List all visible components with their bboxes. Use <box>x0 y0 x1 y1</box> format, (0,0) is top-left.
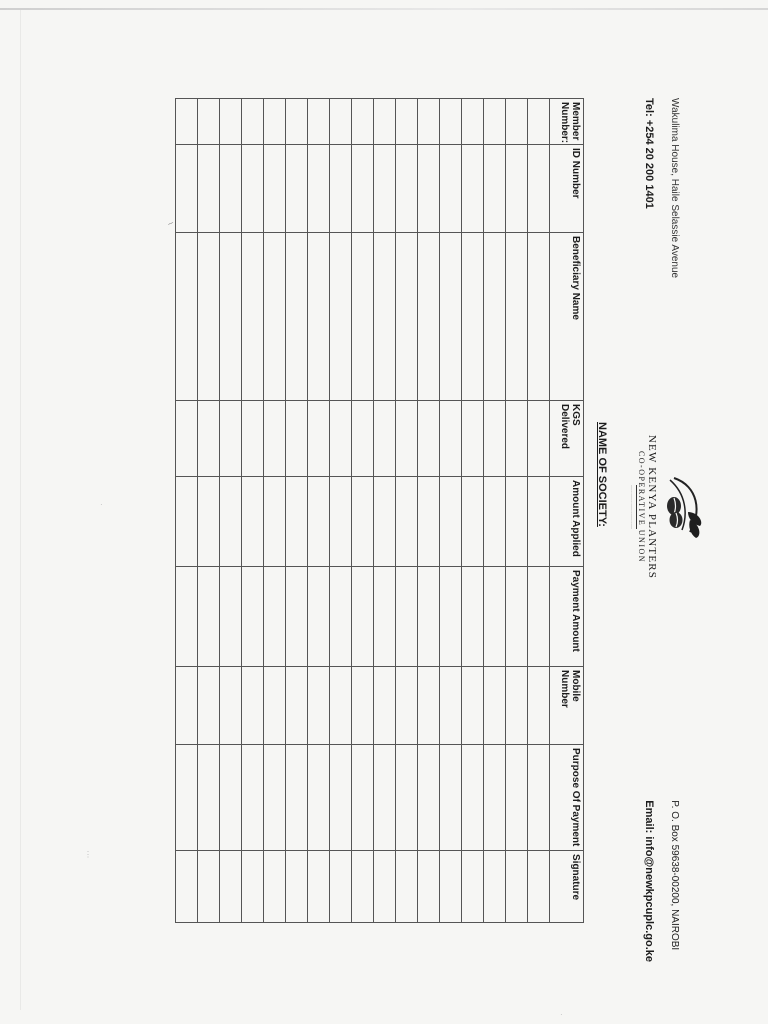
table-cell[interactable] <box>440 567 462 667</box>
table-cell[interactable] <box>528 99 550 145</box>
header-contact-left <box>638 98 684 278</box>
table-cell[interactable] <box>352 745 374 851</box>
table-cell[interactable] <box>198 401 220 477</box>
table-cell[interactable] <box>396 401 418 477</box>
table-cell[interactable] <box>484 667 506 745</box>
table-cell[interactable] <box>418 851 440 923</box>
address-text: Wakulima House, Haile Selassie Avenue <box>669 98 680 279</box>
table-cell[interactable] <box>242 99 264 145</box>
table-cell[interactable] <box>286 477 308 567</box>
table-cell[interactable] <box>242 567 264 667</box>
table-cell[interactable] <box>176 745 198 851</box>
table-cell[interactable] <box>374 567 396 667</box>
table-cell[interactable] <box>308 401 330 477</box>
table-cell[interactable] <box>198 233 220 401</box>
table-cell[interactable] <box>176 99 198 145</box>
table-row <box>484 99 506 923</box>
table-cell[interactable] <box>176 401 198 477</box>
table-cell[interactable] <box>286 667 308 745</box>
table-cell[interactable] <box>286 99 308 145</box>
table-cell[interactable] <box>352 567 374 667</box>
table-cell[interactable] <box>220 745 242 851</box>
table-cell[interactable] <box>506 667 528 745</box>
table-cell[interactable] <box>484 567 506 667</box>
table-cell[interactable] <box>352 233 374 401</box>
table-cell[interactable] <box>440 667 462 745</box>
table-cell[interactable] <box>198 567 220 667</box>
scan-edge <box>0 8 768 10</box>
column-header: Amount Applied <box>550 477 584 567</box>
table-cell[interactable] <box>264 745 286 851</box>
scan-edge-left <box>20 10 21 1010</box>
table-cell[interactable] <box>308 667 330 745</box>
table-cell[interactable] <box>264 99 286 145</box>
table-cell[interactable] <box>440 745 462 851</box>
table-cell[interactable] <box>330 401 352 477</box>
table-cell[interactable] <box>242 401 264 477</box>
column-header: Member Number: <box>550 99 584 145</box>
table-row <box>506 99 528 923</box>
table-cell[interactable] <box>440 99 462 145</box>
header-contact-right <box>638 800 684 962</box>
table-cell[interactable] <box>308 745 330 851</box>
table-cell[interactable] <box>484 477 506 567</box>
table-cell[interactable] <box>418 145 440 233</box>
table-cell[interactable] <box>198 99 220 145</box>
table-cell[interactable] <box>396 851 418 923</box>
table-cell[interactable] <box>528 851 550 923</box>
table-row <box>396 99 418 923</box>
table-cell[interactable] <box>374 145 396 233</box>
table-cell[interactable] <box>374 477 396 567</box>
table-cell[interactable] <box>264 667 286 745</box>
table-cell[interactable] <box>440 145 462 233</box>
organization-tagline: ........................................ <box>630 484 635 530</box>
table-cell[interactable] <box>198 745 220 851</box>
table-cell[interactable] <box>462 667 484 745</box>
table-cell[interactable] <box>330 99 352 145</box>
table-cell[interactable] <box>506 99 528 145</box>
po-box-text: P. O. Box 59638-00200, NAIROBI <box>669 800 680 951</box>
table-cell[interactable] <box>528 745 550 851</box>
table-cell[interactable] <box>352 99 374 145</box>
table-cell[interactable] <box>220 233 242 401</box>
table-cell[interactable] <box>242 745 264 851</box>
table-cell[interactable] <box>440 401 462 477</box>
column-header: Beneficiary Name <box>550 233 584 401</box>
table-cell[interactable] <box>374 233 396 401</box>
column-header: Mobile Number <box>550 667 584 745</box>
table-cell[interactable] <box>286 233 308 401</box>
table-cell[interactable] <box>242 477 264 567</box>
table-cell[interactable] <box>308 477 330 567</box>
table-cell[interactable] <box>220 145 242 233</box>
table-cell[interactable] <box>286 401 308 477</box>
table-cell[interactable] <box>506 745 528 851</box>
table-cell[interactable] <box>396 745 418 851</box>
table-cell[interactable] <box>264 233 286 401</box>
table-cell[interactable] <box>352 145 374 233</box>
table-cell[interactable] <box>176 667 198 745</box>
table-cell[interactable] <box>374 667 396 745</box>
table-cell[interactable] <box>418 401 440 477</box>
table-row <box>330 99 352 923</box>
table-cell[interactable] <box>330 745 352 851</box>
pencil-mark: ⌇ <box>165 221 174 227</box>
organization-name: NEW KENYA PLANTERS <box>646 434 658 580</box>
table-cell[interactable] <box>396 477 418 567</box>
table-row <box>264 99 286 923</box>
table-cell[interactable] <box>286 145 308 233</box>
table-cell[interactable] <box>528 667 550 745</box>
table-cell[interactable] <box>462 99 484 145</box>
table-cell[interactable] <box>418 233 440 401</box>
telephone-text: Tel: +254 20 200 1401 <box>643 98 655 209</box>
table-row <box>308 99 330 923</box>
table-cell[interactable] <box>308 145 330 233</box>
organization-subtitle: CO-OPERATIVE UNION <box>637 450 646 564</box>
table-cell[interactable] <box>418 99 440 145</box>
table-cell[interactable] <box>440 233 462 401</box>
table-cell[interactable] <box>220 477 242 567</box>
table-cell[interactable] <box>220 667 242 745</box>
table-cell[interactable] <box>330 145 352 233</box>
table-cell[interactable] <box>374 401 396 477</box>
table-cell[interactable] <box>220 401 242 477</box>
table-cell[interactable] <box>462 145 484 233</box>
table-cell[interactable] <box>220 99 242 145</box>
table-row <box>418 99 440 923</box>
table-cell[interactable] <box>506 401 528 477</box>
table-cell[interactable] <box>528 145 550 233</box>
table-cell[interactable] <box>242 145 264 233</box>
column-header: Signature <box>550 851 584 923</box>
coffee-beans-leaf-logo <box>658 472 704 542</box>
table-cell[interactable] <box>330 477 352 567</box>
column-header: Payment Amount <box>550 567 584 667</box>
table-cell[interactable] <box>462 851 484 923</box>
table-row <box>528 99 550 923</box>
table-cell[interactable] <box>484 401 506 477</box>
table-cell[interactable] <box>286 851 308 923</box>
table-cell[interactable] <box>242 667 264 745</box>
table-cell[interactable] <box>352 667 374 745</box>
table-cell[interactable] <box>506 233 528 401</box>
table-cell[interactable] <box>528 233 550 401</box>
table-cell[interactable] <box>198 145 220 233</box>
table-cell[interactable] <box>308 851 330 923</box>
table-cell[interactable] <box>220 851 242 923</box>
table-cell[interactable] <box>176 567 198 667</box>
table-row <box>220 99 242 923</box>
table-row <box>198 99 220 923</box>
table-cell[interactable] <box>418 745 440 851</box>
table-cell[interactable] <box>308 99 330 145</box>
email-text: Email: info@newkpcuplc.go.ke <box>643 800 655 962</box>
table-cell[interactable] <box>462 745 484 851</box>
table-cell[interactable] <box>484 145 506 233</box>
table-cell[interactable] <box>396 567 418 667</box>
payment-register-table <box>175 98 584 923</box>
table-row <box>352 99 374 923</box>
table-cell[interactable] <box>242 851 264 923</box>
table-cell[interactable] <box>242 233 264 401</box>
table-cell[interactable] <box>484 745 506 851</box>
table-header-row <box>550 99 584 923</box>
table-row <box>374 99 396 923</box>
table-cell[interactable] <box>462 567 484 667</box>
table-cell[interactable] <box>506 851 528 923</box>
table-cell[interactable] <box>308 233 330 401</box>
table-cell[interactable] <box>418 667 440 745</box>
table-cell[interactable] <box>352 477 374 567</box>
table-cell[interactable] <box>264 567 286 667</box>
column-header: KGS Delivered <box>550 401 584 477</box>
scan-speck: · <box>560 1010 563 1019</box>
table-cell[interactable] <box>308 567 330 667</box>
society-name-title: NAME OF SOCIETY: <box>596 422 608 527</box>
table-cell[interactable] <box>374 851 396 923</box>
table-cell[interactable] <box>330 567 352 667</box>
table-cell[interactable] <box>264 145 286 233</box>
table-cell[interactable] <box>374 99 396 145</box>
table-cell[interactable] <box>264 401 286 477</box>
table-cell[interactable] <box>352 851 374 923</box>
table-cell[interactable] <box>440 477 462 567</box>
table-cell[interactable] <box>176 477 198 567</box>
table-cell[interactable] <box>528 401 550 477</box>
table-cell[interactable] <box>286 567 308 667</box>
table-cell[interactable] <box>484 851 506 923</box>
table-row <box>242 99 264 923</box>
table-cell[interactable] <box>330 851 352 923</box>
table-row <box>440 99 462 923</box>
table-cell[interactable] <box>396 667 418 745</box>
table-cell[interactable] <box>176 145 198 233</box>
table-cell[interactable] <box>220 567 242 667</box>
table-cell[interactable] <box>506 567 528 667</box>
table-cell[interactable] <box>198 477 220 567</box>
table-cell[interactable] <box>352 401 374 477</box>
table-cell[interactable] <box>528 567 550 667</box>
table-cell[interactable] <box>418 477 440 567</box>
table-row <box>286 99 308 923</box>
table-cell[interactable] <box>418 567 440 667</box>
table-cell[interactable] <box>440 851 462 923</box>
table-cell[interactable] <box>506 145 528 233</box>
scan-speck: ⋮ <box>84 850 92 859</box>
table-cell[interactable] <box>484 233 506 401</box>
scan-speck: · <box>100 500 103 509</box>
column-header: ID Number <box>550 145 584 233</box>
table-cell[interactable] <box>462 477 484 567</box>
table-cell[interactable] <box>396 99 418 145</box>
organization-logo-block <box>624 434 704 580</box>
payment-register-sheet <box>74 62 694 962</box>
table-cell[interactable] <box>484 99 506 145</box>
table-cell[interactable] <box>330 667 352 745</box>
table-row <box>176 99 198 923</box>
table-cell[interactable] <box>176 233 198 401</box>
table-cell[interactable] <box>198 667 220 745</box>
table-row <box>462 99 484 923</box>
table-cell[interactable] <box>330 233 352 401</box>
table-cell[interactable] <box>286 745 308 851</box>
table-cell[interactable] <box>264 851 286 923</box>
table-cell[interactable] <box>462 233 484 401</box>
column-header: Purpose Of Payment <box>550 745 584 851</box>
table-cell[interactable] <box>374 745 396 851</box>
table-cell[interactable] <box>396 233 418 401</box>
table-cell[interactable] <box>396 145 418 233</box>
table-cell[interactable] <box>506 477 528 567</box>
table-cell[interactable] <box>198 851 220 923</box>
table-cell[interactable] <box>462 401 484 477</box>
table-cell[interactable] <box>264 477 286 567</box>
table-cell[interactable] <box>176 851 198 923</box>
table-cell[interactable] <box>528 477 550 567</box>
